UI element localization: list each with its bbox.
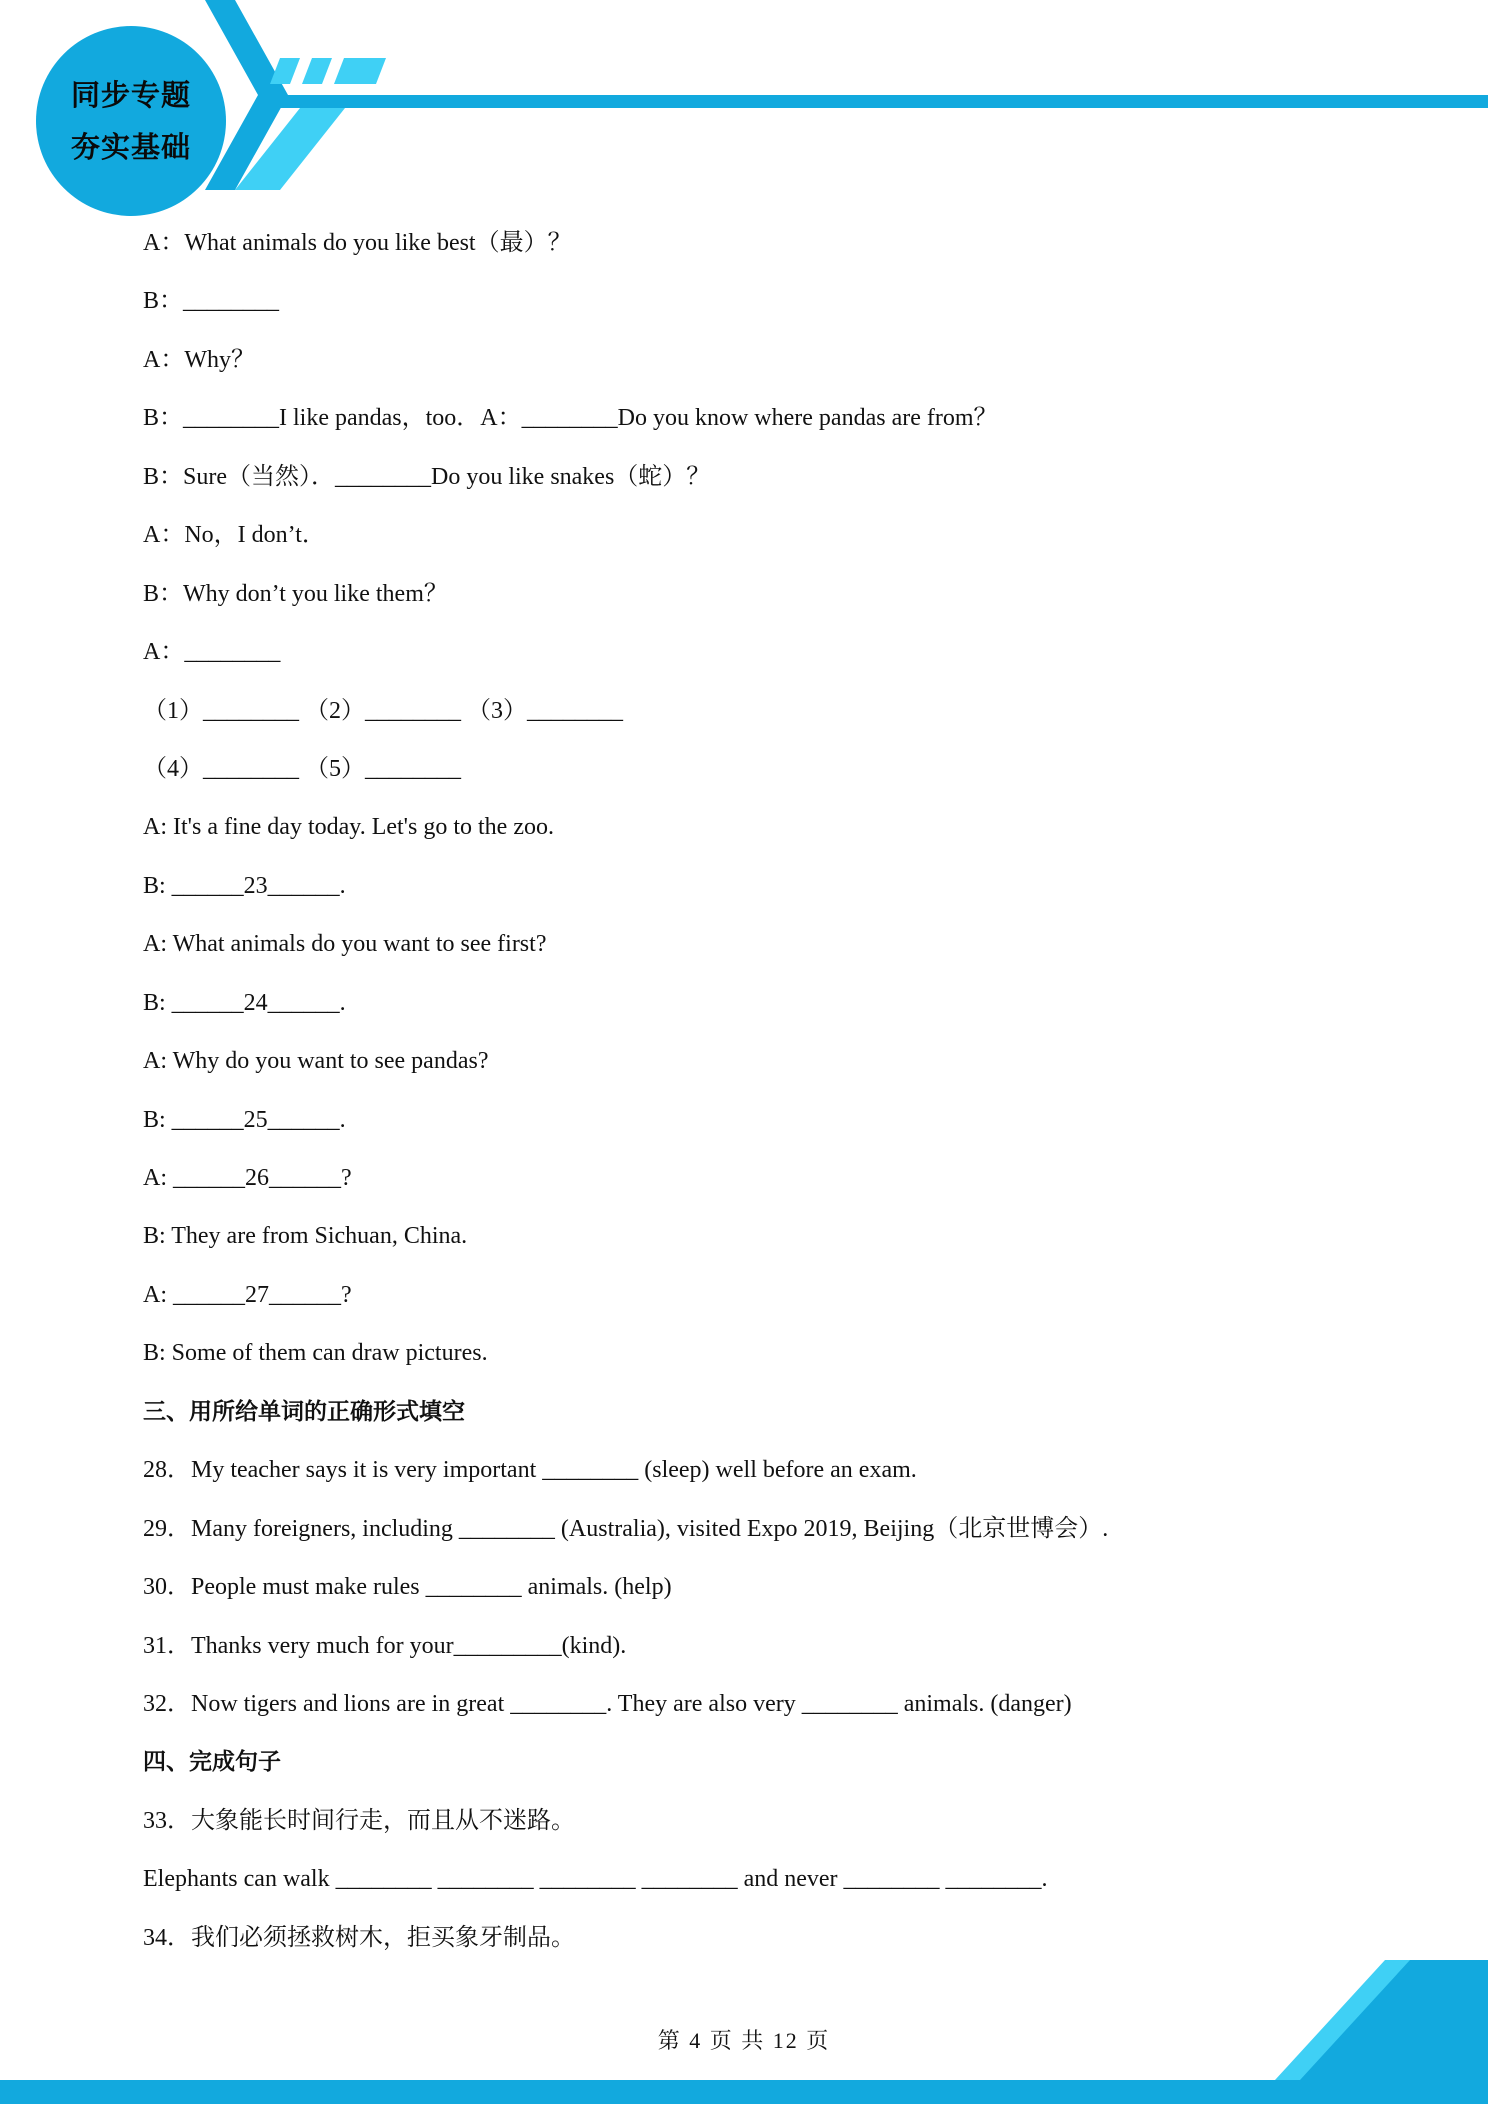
- text-line: B: ______25______.: [143, 1106, 346, 1133]
- text-line: 31．Thanks very much for your_________(kind).: [143, 1632, 627, 1659]
- text-line: B：Sure（当然）．________Do you like snakes（蛇）？: [143, 463, 711, 490]
- text-line: B：Why don’t you like them？: [143, 580, 448, 607]
- section-badge: [36, 26, 226, 216]
- text-line: B：________I like pandas，too．A：________Do you know where pandas are from？: [143, 405, 998, 432]
- text-line: Elephants can walk ________ ________ ________ ________ and never ________ ________.: [143, 1866, 1048, 1893]
- text-line: （1）________ （2）________ （3）________: [143, 697, 623, 724]
- text-line: （4）________ （5）________: [143, 755, 461, 782]
- text-line: A: It's a fine day today. Let's go to the zoo.: [143, 814, 554, 841]
- text-line: B: They are from Sichuan, China.: [143, 1223, 468, 1250]
- text-line: A: ______27______?: [143, 1281, 352, 1308]
- text-line: A: ______26______?: [143, 1165, 352, 1191]
- text-line: B: ______24______.: [143, 989, 346, 1016]
- badge-line-2: 夯实基础: [70, 130, 191, 164]
- text-line: 34．我们必须拯救树木，拒买象牙制品。: [143, 1924, 575, 1951]
- text-line: A：What animals do you like best（最）？: [143, 230, 572, 256]
- text-line: 32．Now tigers and lions are in great ________. They are also very ________ animals. (danger): [143, 1690, 1072, 1717]
- section-heading: 三、用所给单词的正确形式填空: [143, 1398, 465, 1425]
- text-line: A：________: [143, 639, 281, 666]
- text-line: B：________: [143, 288, 280, 315]
- page-number: 第 4 页 共 12 页: [657, 2028, 831, 2053]
- worksheet-content: [143, 222, 1393, 1975]
- section-heading: 四、完成句子: [143, 1749, 281, 1776]
- badge-line-1: 同步专题: [70, 78, 191, 112]
- text-line: A: What animals do you want to see first?: [143, 931, 547, 958]
- text-line: B: Some of them can draw pictures.: [143, 1340, 488, 1367]
- text-line: A：Why？: [143, 346, 255, 373]
- text-line: 30．People must make rules ________ animals. (help): [143, 1574, 672, 1601]
- text-line: 28．My teacher says it is very important ________ (sleep) well before an exam.: [143, 1457, 917, 1484]
- text-line: A: Why do you want to see pandas?: [143, 1048, 489, 1075]
- text-line: 29．Many foreigners, including ________ (Australia), visited Expo 2019, Beijing（北京世博会）.: [143, 1515, 1109, 1542]
- text-line: B: ______23______.: [143, 872, 346, 899]
- text-line: 33．大象能长时间行走，而且从不迷路。: [143, 1807, 575, 1834]
- text-line: A：No，I don’t．: [143, 522, 326, 549]
